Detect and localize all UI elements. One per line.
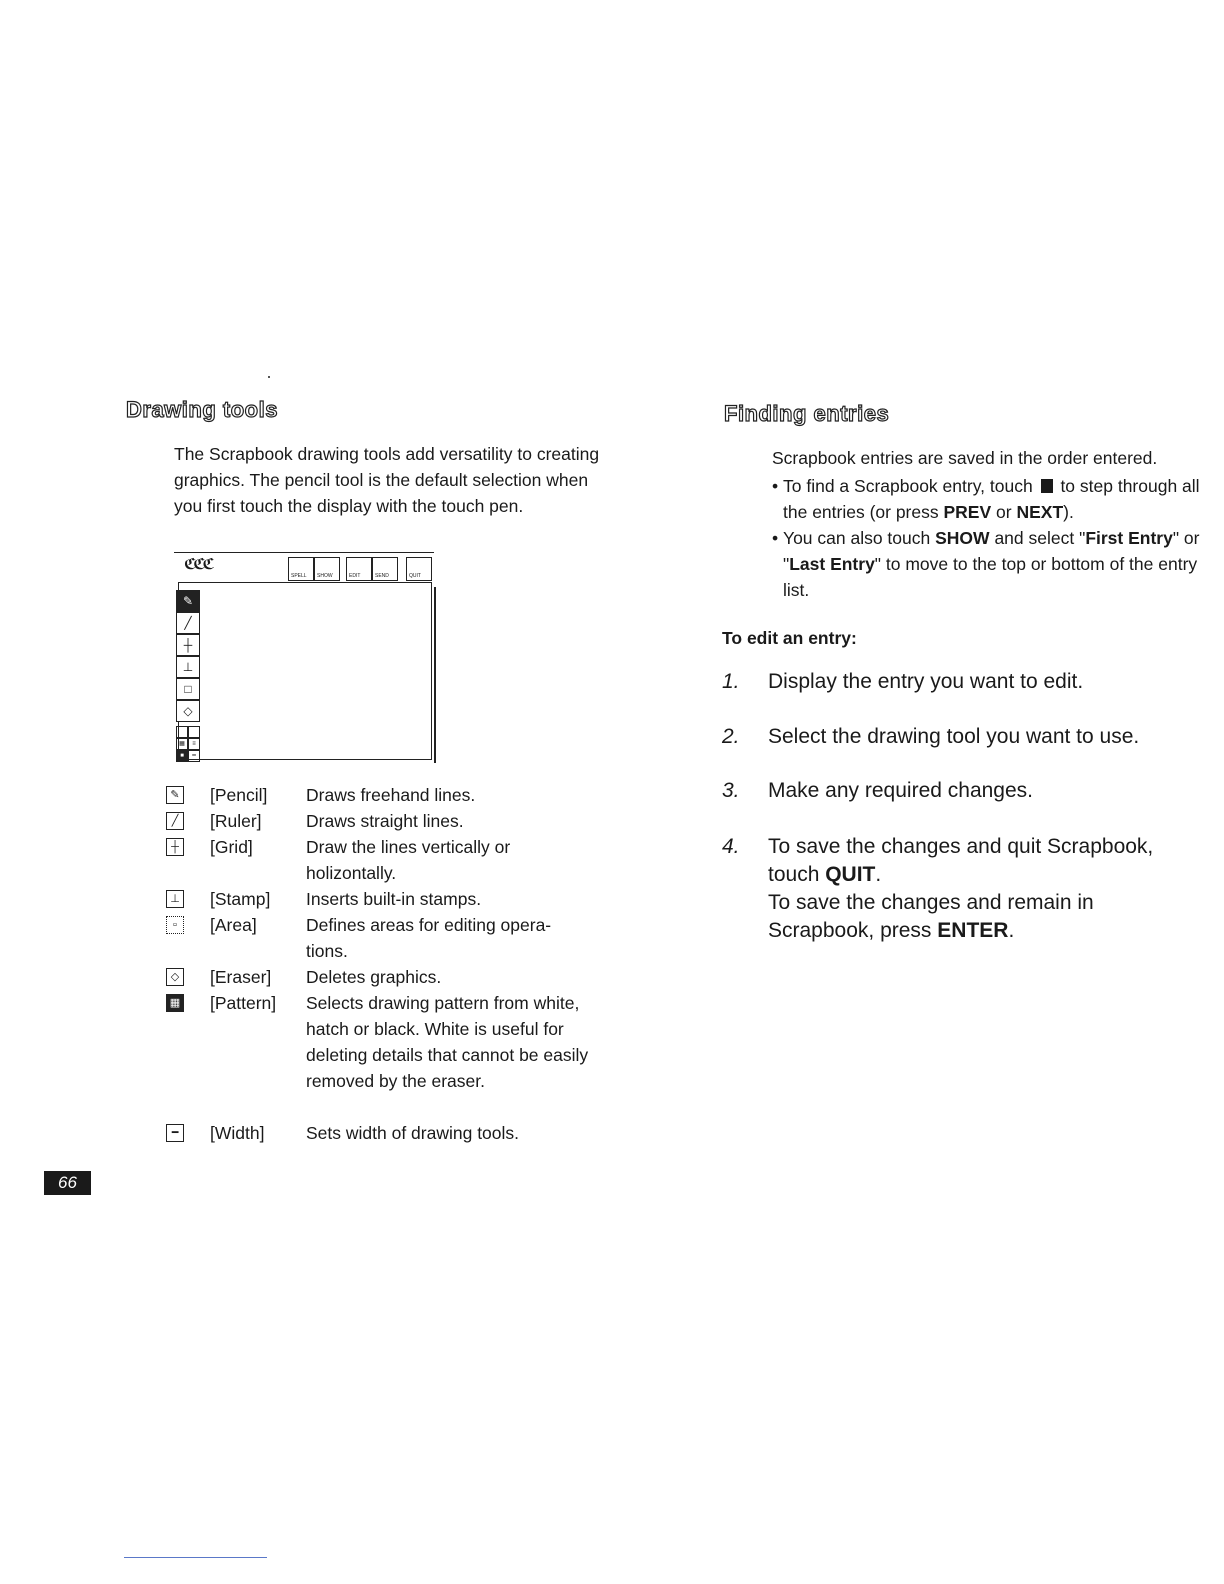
screen-titlebar [174,552,434,581]
edit-button[interactable]: EDIT [346,557,372,581]
pencil-tool-icon[interactable]: ✎ [176,590,200,612]
page-number: 66 [44,1171,91,1195]
area-tool-icon[interactable]: □ [176,678,200,700]
edit-entry-subheading: To edit an entry: [722,628,857,648]
ruler-icon: ╱ [166,812,184,830]
width-thin-icon[interactable] [188,726,200,738]
eraser-tool-icon[interactable]: ◇ [176,700,200,722]
drawing-tools-heading: Drawing tools [126,397,278,422]
stamp-tool-icon[interactable]: ⊥ [176,656,200,678]
pattern-white-icon[interactable] [176,726,188,738]
drawing-canvas[interactable] [178,582,432,760]
pencil-icon: ✎ [166,786,184,804]
width-thick-icon[interactable]: ━ [188,750,200,762]
footer-rule [124,1557,267,1558]
pattern-hatch-icon[interactable]: ▦ [176,738,188,750]
send-button[interactable]: SEND [372,557,398,581]
show-button[interactable]: SHOW [314,557,340,581]
width-medium-icon[interactable]: ≡ [188,738,200,750]
stamp-icon: ⊥ [166,890,184,908]
grid-icon: ┼ [166,838,184,856]
grid-tool-icon[interactable]: ┼ [176,634,200,656]
finding-entries-heading: Finding entries [724,401,890,426]
eraser-icon: ◇ [166,968,184,986]
area-icon: ▫ [166,916,184,934]
scan-speck [268,376,270,378]
pattern-icon: ▦ [166,994,184,1012]
scrapbook-logo-icon: ℭℭℭ [184,556,212,573]
spell-button[interactable]: SPELL [288,557,314,581]
ruler-tool-icon[interactable]: ╱ [176,612,200,634]
width-icon: ━ [166,1124,184,1142]
next-entry-icon[interactable] [1041,479,1053,493]
finding-entries-intro: Scrapbook entries are saved in the order entered. [772,448,1158,468]
scrapbook-screen-illustration [172,552,436,764]
quit-button[interactable]: QUIT [406,557,432,581]
drawing-tools-intro: The Scrapbook drawing tools add versatility to creating graphics. The pencil tool is the default selection when you first touch the display with the touch pen. [174,444,600,516]
pattern-black-icon[interactable]: ■ [176,750,188,762]
